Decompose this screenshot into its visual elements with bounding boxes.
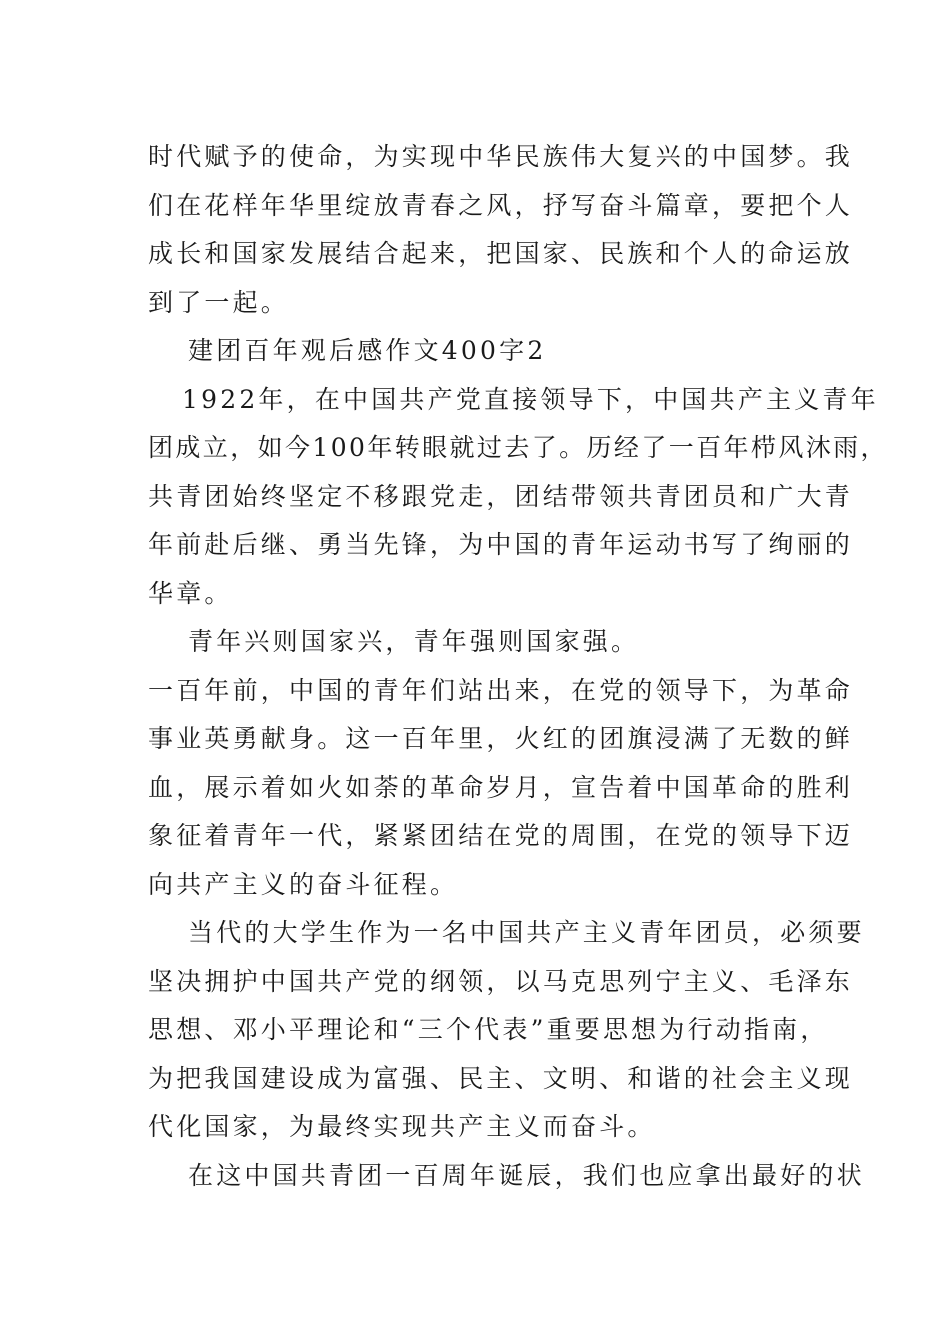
text-line: 成长和国家发展结合起来，把国家、民族和个人的命运放 xyxy=(148,239,854,268)
text-line: 象征着青年一代，紧紧团结在党的周围，在党的领导下迈 xyxy=(148,821,854,850)
text-line: 坚决拥护中国共产党的纲领，以马克思列宁主义、毛泽东 xyxy=(148,966,854,996)
document-body xyxy=(148,133,888,1200)
text-line: 为把我国建设成为富强、民主、文明、和谐的社会主义现 xyxy=(148,1063,854,1093)
text-line: 当代的大学生作为一名中国共产主义青年团员，必须要 xyxy=(188,918,865,947)
text-line: 共青团始终坚定不移跟党走，团结带领共青团员和广大青 xyxy=(148,481,854,511)
paragraph xyxy=(148,376,888,619)
text-line: 团成立，如今100年转眼就过去了。历经了一百年栉风沐雨， xyxy=(148,433,888,462)
text-line: 在这中国共青团一百周年诞辰，我们也应拿出最好的状 xyxy=(188,1160,865,1190)
text-line: 们在花样年华里绽放青春之风，抒写奋斗篇章，要把个人 xyxy=(148,190,854,220)
paragraph xyxy=(148,667,854,910)
text-line: 一百年前，中国的青年们站出来，在党的领导下，为革命 xyxy=(148,675,854,705)
text-line: 1922年，在中国共产党直接领导下，中国共产主义青年 xyxy=(182,384,879,414)
paragraph xyxy=(148,1152,865,1201)
text-line: 向共产主义的奋斗征程。 xyxy=(148,869,459,899)
text-line: 时代赋予的使命，为实现中华民族伟大复兴的中国梦。我 xyxy=(148,142,854,171)
text-line: 事业英勇献身。这一百年里，火红的团旗浸满了无数的鲜 xyxy=(148,724,854,753)
text-line: 华章。 xyxy=(148,578,233,608)
text-line: 思想、邓小平理论和“三个代表”重要思想为行动指南， xyxy=(148,1015,829,1044)
section-heading xyxy=(148,327,828,376)
text-line: 年前赴后继、勇当先锋，为中国的青年运动书写了绚丽的 xyxy=(148,530,854,559)
text-line: 血，展示着如火如荼的革命岁月，宣告着中国革命的胜利 xyxy=(148,772,854,802)
heading-text: 建团百年观后感作文400字2 xyxy=(188,336,547,365)
text-line: 到了一起。 xyxy=(148,287,290,317)
paragraph xyxy=(148,909,865,1152)
paragraph xyxy=(148,618,828,667)
text-line: 代化国家，为最终实现共产主义而奋斗。 xyxy=(148,1112,656,1141)
paragraph xyxy=(148,133,854,327)
text-line: 青年兴则国家兴，青年强则国家强。 xyxy=(188,627,640,656)
